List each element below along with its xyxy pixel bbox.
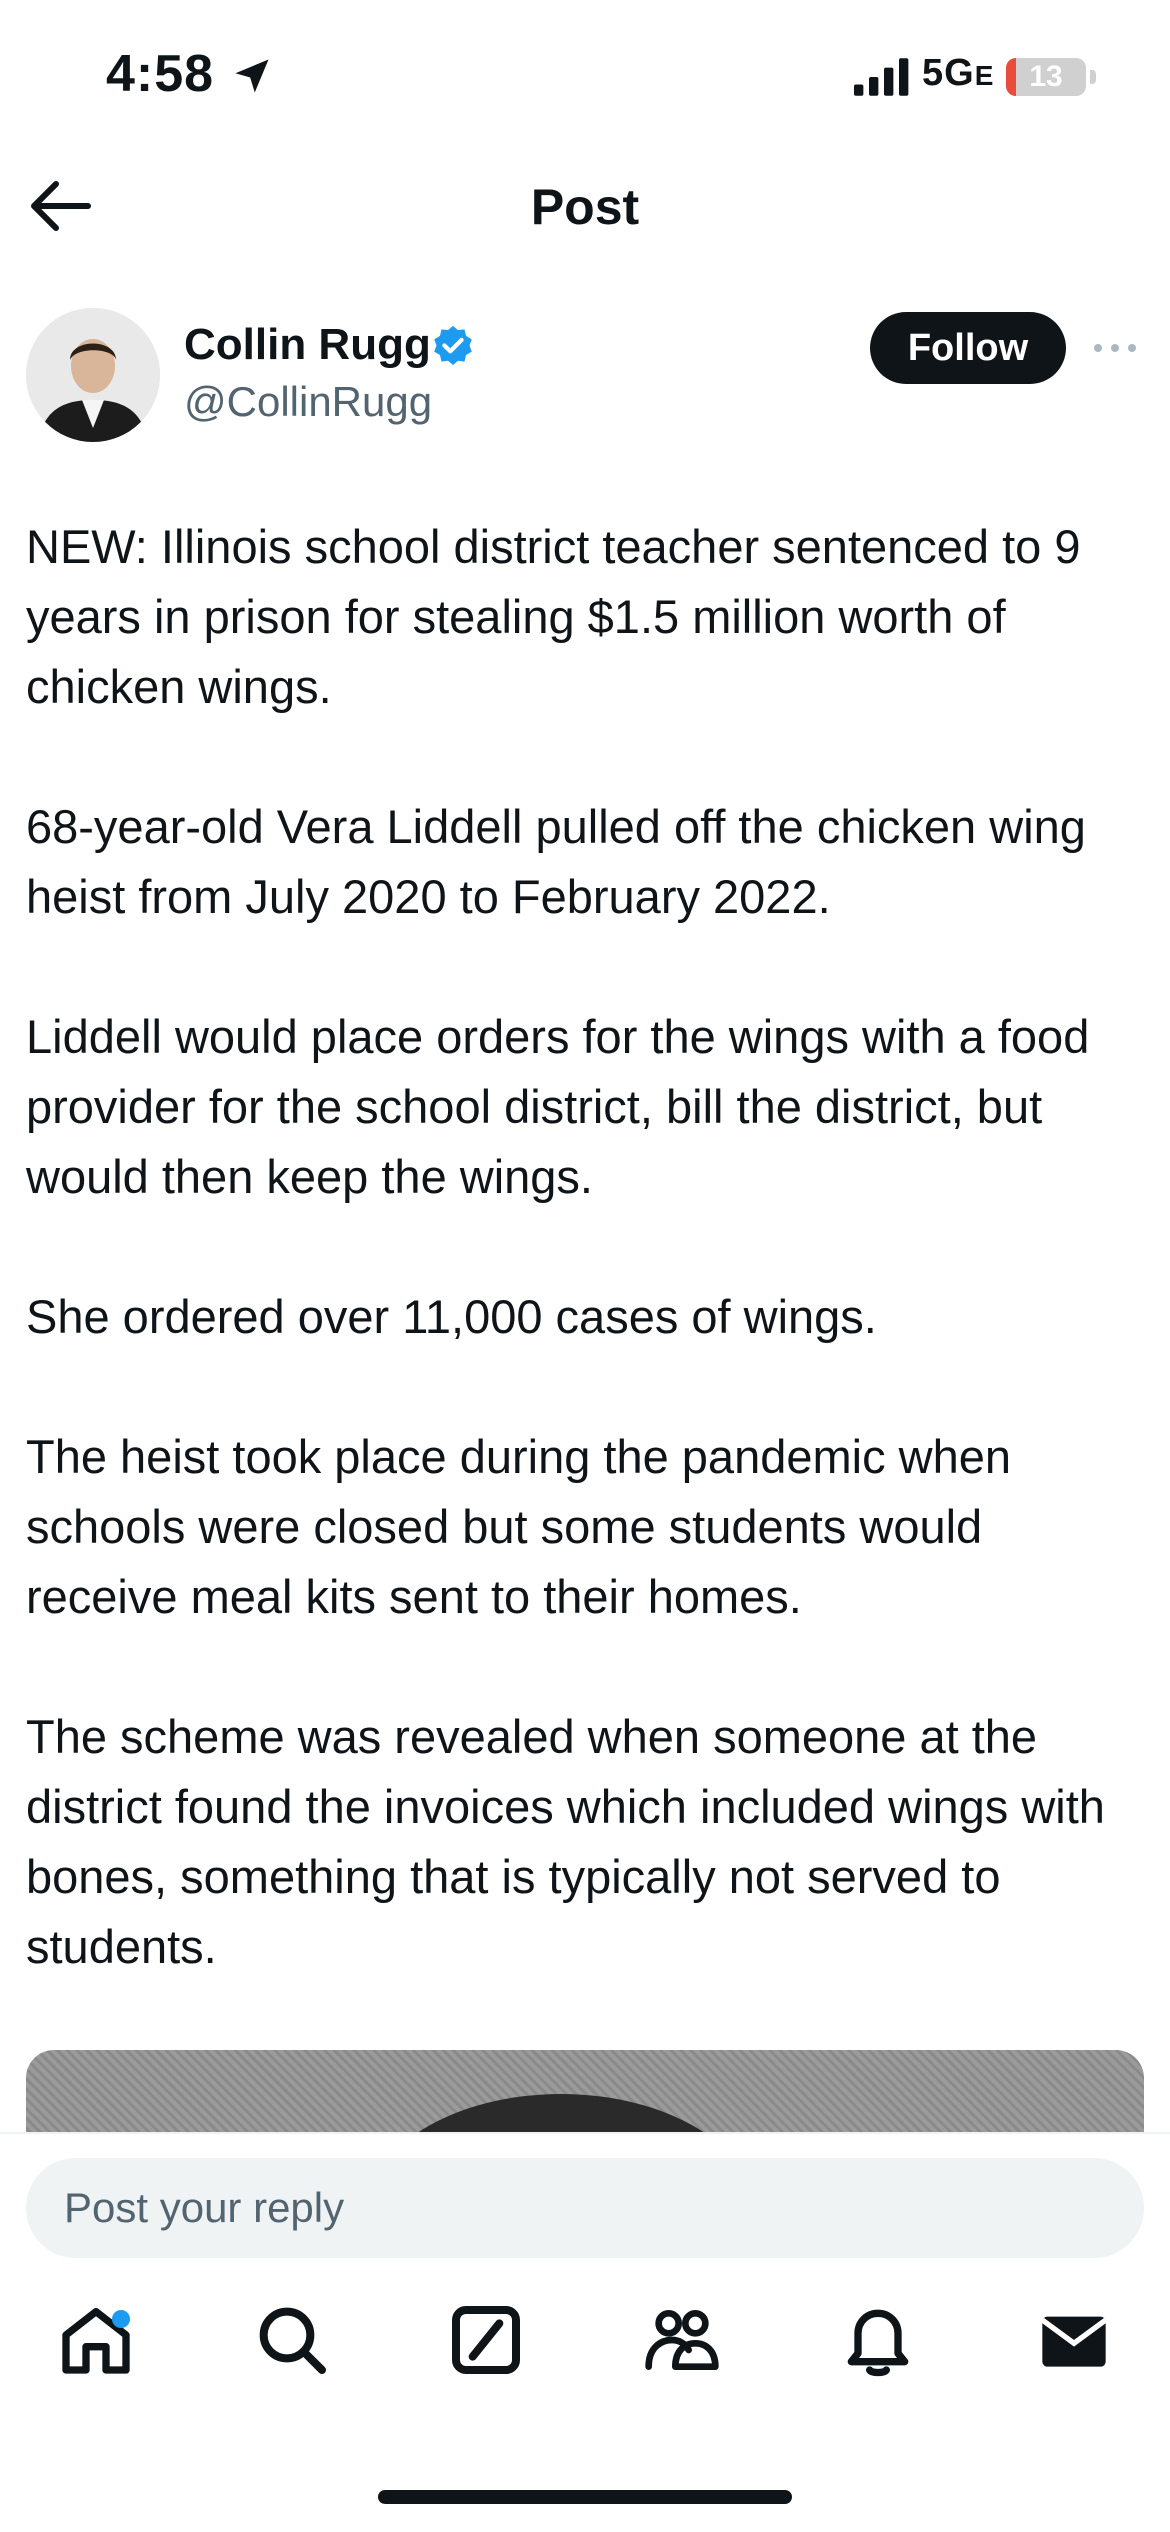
page-title: Post [530,179,640,235]
reply-bar [0,2132,1170,2264]
tab-compose[interactable] [446,2300,526,2380]
avatar[interactable] [26,308,160,442]
battery-icon [1006,58,1086,96]
status-bar [0,0,1170,150]
status-time: 4:58 [106,45,215,103]
notifications-icon [838,2300,918,2380]
post-paragraph: NEW: Illinois school district teacher sentenced to 9 years in prison for stealing $1.5 million worth of chicken wings. [26,520,1081,713]
post-text [26,512,1146,2052]
more-options-icon[interactable] [1092,334,1138,362]
communities-icon [642,2300,722,2380]
post-paragraph: 68-year-old Vera Liddell pulled off the chicken wing heist from July 2020 to February 2022. [26,800,1086,923]
home-indicator[interactable] [378,2490,792,2504]
post-media-image[interactable] [26,2050,1144,2140]
tab-notifications[interactable] [838,2300,918,2380]
battery-level: 13 [1029,60,1063,93]
verified-badge-icon [430,324,476,370]
search-icon [252,2300,332,2380]
avatar-portrait [26,308,160,442]
home-unread-dot [112,2310,130,2328]
tab-communities[interactable] [642,2300,722,2380]
reply-input[interactable] [26,2158,1144,2258]
post-paragraph: The heist took place during the pandemic when schools were closed but some students would receive meal kits sent to their homes. [26,1430,1012,1623]
network-suffix: E [974,60,995,91]
messages-icon [1034,2300,1114,2380]
follow-button[interactable]: Follow [870,312,1066,384]
cellular-signal-icon [854,58,914,96]
post-paragraph: The scheme was revealed when someone at the district found the invoices which included wings with bones, something that is typically not served to students. [26,1710,1105,1973]
post-paragraph: She ordered over 11,000 cases of wings. [26,1290,877,1343]
tab-search[interactable] [252,2300,332,2380]
network-label: 5G [922,52,975,94]
location-arrow-icon [230,54,274,98]
tab-messages[interactable] [1034,2300,1114,2380]
compose-icon [446,2300,526,2380]
network-indicator [922,52,994,95]
author-handle[interactable]: @CollinRugg [184,378,433,425]
battery-tip [1090,70,1096,84]
post-paragraph: Liddell would place orders for the wings with a food provider for the school district, bill the district, but would then keep the wings. [26,1010,1090,1203]
author-name[interactable]: Collin Rugg [184,320,431,369]
bottom-tab-bar [0,2270,1170,2440]
